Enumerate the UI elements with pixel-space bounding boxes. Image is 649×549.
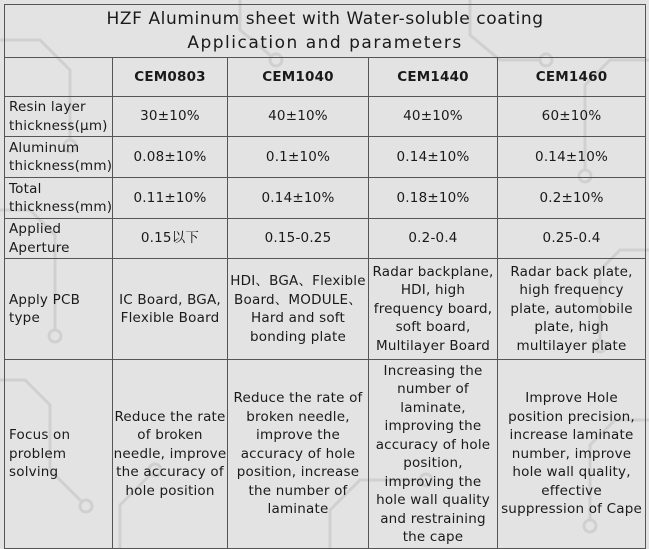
row-label-aluminum: Aluminum thickness(mm) xyxy=(5,137,113,178)
table-cell: Radar back plate, high frequency plate, automobile plate, high multilayer plate xyxy=(498,259,646,360)
table-cell: Reduce the rate of broken needle, improve the accuracy of hole position, increase the number of laminate xyxy=(228,360,369,549)
table-cell: 0.14±10% xyxy=(228,178,369,219)
row-label-pcb-type: Apply PCB type xyxy=(5,259,113,360)
table-cell: Improve Hole position precision, increase laminate number, improve hole wall quality, effective suppression of Cape xyxy=(498,360,646,549)
header-cem1460: CEM1460 xyxy=(498,58,646,97)
header-corner xyxy=(5,58,113,97)
table-cell: Reduce the rate of broken needle, improve the accuracy of hole position xyxy=(113,360,228,549)
title-row xyxy=(5,5,646,58)
table-cell: Increasing the number of laminate, improving the accuracy of hole position, improving the hole wall quality and restraining the cape xyxy=(369,360,498,549)
header-row xyxy=(5,58,646,97)
table-cell: 0.1±10% xyxy=(228,137,369,178)
header-cem0803: CEM0803 xyxy=(113,58,228,97)
table-row xyxy=(5,259,646,360)
table-cell: 0.15-0.25 xyxy=(228,219,369,259)
table-cell: 0.14±10% xyxy=(498,137,646,178)
table-cell: Radar backplane, HDI, high frequency board, soft board, Multilayer Board xyxy=(369,259,498,360)
table-cell: 0.2±10% xyxy=(498,178,646,219)
table-cell: 60±10% xyxy=(498,97,646,137)
table-row xyxy=(5,137,646,178)
table-cell: IC Board, BGA, Flexible Board xyxy=(113,259,228,360)
row-label-total: Total thickness(mm) xyxy=(5,178,113,219)
title-line-1: HZF Aluminum sheet with Water-soluble coating xyxy=(106,9,544,29)
title-line-2: Application and parameters xyxy=(187,33,463,53)
header-cem1040: CEM1040 xyxy=(228,58,369,97)
table-cell: 0.15以下 xyxy=(113,219,228,259)
table-row xyxy=(5,178,646,219)
parameters-table xyxy=(4,4,646,549)
table-row xyxy=(5,97,646,137)
header-cem1440: CEM1440 xyxy=(369,58,498,97)
table-cell: HDI、BGA、Flexible Board、MODULE、Hard and soft bonding plate xyxy=(228,259,369,360)
table-cell: 40±10% xyxy=(369,97,498,137)
table-row xyxy=(5,360,646,549)
row-label-resin: Resin layer thickness(μm) xyxy=(5,97,113,137)
row-label-aperture: Applied Aperture xyxy=(5,219,113,259)
table-title xyxy=(5,5,646,58)
table-row xyxy=(5,219,646,259)
table-cell: 30±10% xyxy=(113,97,228,137)
table-cell: 0.14±10% xyxy=(369,137,498,178)
table-cell: 0.25-0.4 xyxy=(498,219,646,259)
row-label-focus: Focus on problem solving xyxy=(5,360,113,549)
table-cell: 0.18±10% xyxy=(369,178,498,219)
table-cell: 0.08±10% xyxy=(113,137,228,178)
table-cell: 40±10% xyxy=(228,97,369,137)
table-cell: 0.2-0.4 xyxy=(369,219,498,259)
table-cell: 0.11±10% xyxy=(113,178,228,219)
